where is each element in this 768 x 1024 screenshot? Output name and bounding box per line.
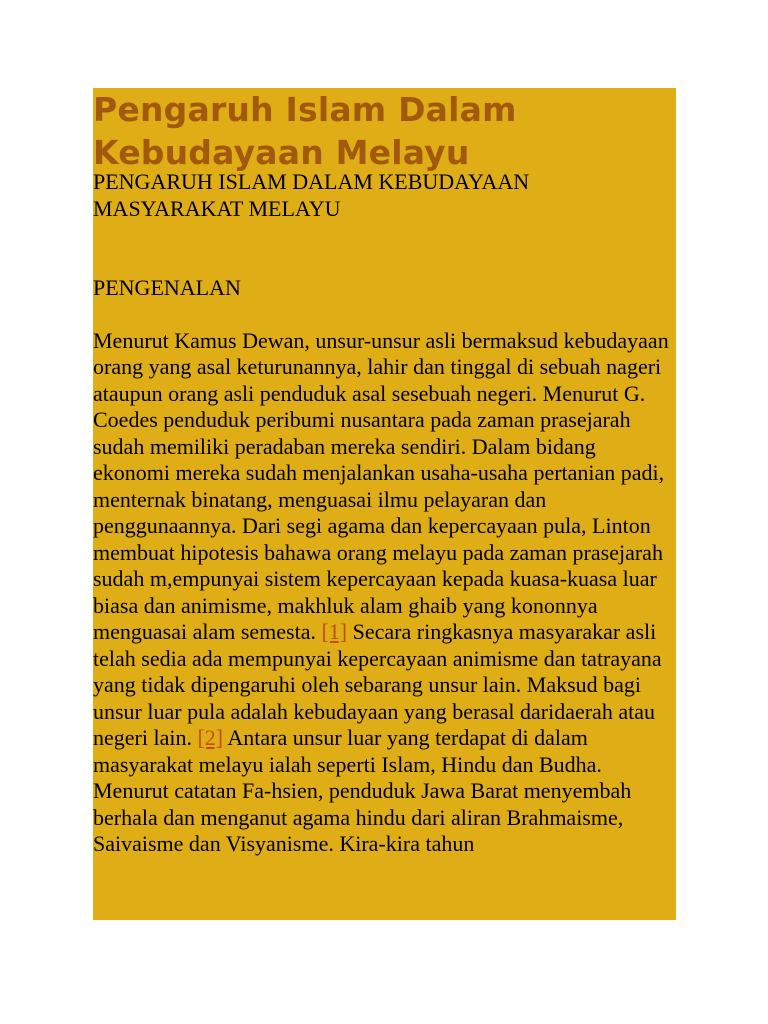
intro-paragraph [93,328,676,858]
spacer [93,302,676,328]
paragraph-text: Menurut Kamus Dewan, unsur-unsur asli bermaksud kebudayaan orang yang asal keturunannya, lahir dan tinggal di sebuah nageri ataupun orang asli penduduk asal sesebuah negeri. Menurut G. Coedes penduduk peribumi nusantara pada zaman prasejarah sudah memiliki peradaban mereka sendiri. Dalam bidang ekonomi mereka sudah menjalankan usaha-usaha pertanian padi, menternak binatang, menguasai ilmu pelayaran dan penggunaannya. Dari segi agama dan kepercayaan pula, Linton membuat hipotesis bahawa orang melayu pada zaman prasejarah sudah m,empunyai sistem kepercayaan kepada kuasa-kuasa luar biasa dan animisme, makhluk alam ghaib yang kononnya menguasai alam semesta. [93,327,669,644]
paragraph-text: Secara ringkasnya masyarakar asli telah sedia ada mempunyai kepercayaan animisme dan tatrayana yang tidak dipengaruhi oleh sebarang unsur lain. Maksud bagi unsur luar pula adalah kebudayaan yang berasal daridaerah atau negeri lain. [93,619,662,750]
paragraph-text: Antara unsur luar yang terdapat di dalam masyarakat melayu ialah seperti Islam, Hindu dan Budha. Menurut catatan Fa-hsien, penduduk Jawa Barat menyembah berhala dan menganut agama hindu dari aliran Brahmaisme, Saivaisme dan Visyanisme. Kira-kira tahun [93,725,632,856]
section-heading: PENGENALAN [93,275,241,300]
spacer [93,222,676,275]
document-title: Pengaruh Islam Dalam Kebudayaan Melayu [93,90,517,172]
document-page [93,88,676,920]
document-subtitle: PENGARUH ISLAM DALAM KEBUDAYAAN MASYARAKAT MELAYU [93,169,530,221]
footnote-link-1[interactable]: [1] [321,619,348,644]
footnote-link-2[interactable]: [2] [197,725,224,750]
